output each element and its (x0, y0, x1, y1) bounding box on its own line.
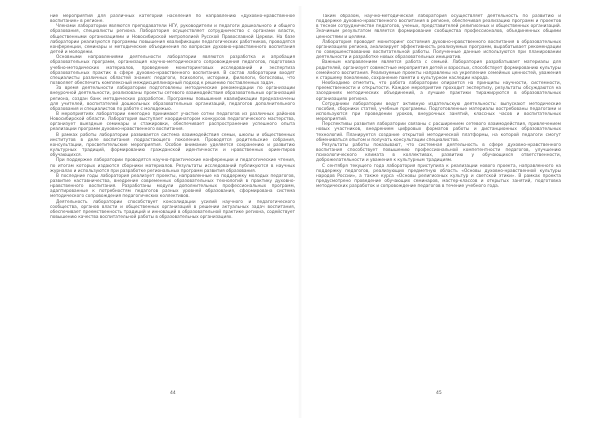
paragraph: С сентября текущего года лаборатория приступила к реализации нового проекта, направленного на поддержку педагогов, реализующих предметную область «Основы духовно-нравственной культуры народов России», а также курса «Основы религиозных культур и светской этики». В рамках проекта предусмотрено проведение обучающих семинаров, мастер-классов и открытых занятий, подготовка методических разработок и сопровождение педагогов в течение учебного года. (316, 163, 561, 190)
paragraph: Членами лаборатории являются преподаватели НГУ, руководители и педагоги дошкольного и общего образования, специалисты региона. Лаборатория осуществляет сотрудничество с органами власти, общественными организациями и Новосибирской митрополией Русской Православной Церкви. На базе лаборатории реализуются программы повышения квалификации педагогических работников, проводятся конференции, семинары и методические объединения по вопросам духовно-нравственного воспитания детей и молодежи. (50, 24, 295, 56)
paragraph: Важным направлением является работа с семьей. Лаборатория разрабатывает материалы для родителей, организует совместные мероприятия детей и взрослых, способствует формированию культуры семейного воспитания. Реализуемые проекты направлены на укрепление семейных ценностей, уважения к старшему поколению, сохранение памяти о культурном наследии народа. (316, 60, 561, 81)
left-page (50, 14, 295, 406)
paragraph: Необходимо отметить, что работа лаборатории опирается на принципы научности, системности, преемственности и открытости. Каждое мероприятие проходит экспертизу, результаты обсуждаются на заседаниях методических объединений, а лучшие практики тиражируются в образовательных организациях региона. (316, 81, 561, 102)
page-number-left: 44 (170, 391, 176, 396)
paragraph: Сотрудники лаборатории ведут активную издательскую деятельность: выпускают методические пособия, сборники статей, учебные программы. Подготовленные материалы востребованы педагогами и используются при проведении уроков, внеурочных занятий, классных часов и воспитательных мероприятий. (316, 101, 561, 123)
paragraph: В последние годы лаборатория реализует проекты, направленные на поддержку молодых педагогов, развитие наставничества, внедрение современных образовательных технологий в практику духовно-нравственного воспитания. Разработаны модули дополнительных профессиональных программ, адаптированные к потребностям педагогов разных уровней образования, сформирована система методического сопровождения педагогических коллективов. (50, 173, 295, 200)
paragraph: При поддержке лаборатории проводятся научно-практические конференции и педагогические чтения, по итогам которых издаются сборники материалов. Результаты исследований публикуются в научных журналах и используются при разработке региональных программ развития образования. (50, 158, 295, 174)
page-gutter (298, 6, 302, 418)
paragraph: Основными направлениями деятельности лаборатории являются разработка и апробация образовательных программ, организация научно-методического сопровождения педагогов, подготовка учебно-методических материалов, проведение мониторинговых исследований и экспертиза образовательных практик в сфере духовно-нравственного воспитания. В состав лаборатории входят специалисты различных областей знания: педагоги, психологи, историки, филологи, богословы, что позволяет обеспечить комплексный междисциплинарный подход к решению поставленных задач. (50, 55, 295, 87)
paragraph: Деятельность лаборатории способствует консолидации усилий научного и педагогического сообщества, органов власти и общественных организаций в решении актуальных задач воспитания, обеспечивает преемственность традиций и инноваций в образовательной практике региона, содействует повышению качества воспитательной работы в образовательных организациях. (50, 199, 295, 221)
paragraph: Перспективы развития лаборатории связаны с расширением сетевого взаимодействия, привлечением новых участников, внедрением цифровых форматов работы и дистанционных образовательных технологий. Планируется создание открытой методической платформы, на которой педагоги смогут обмениваться опытом и получать консультации специалистов. (316, 122, 561, 143)
paragraph: Лаборатория проводит мониторинг состояния духовно-нравственного воспитания в образовательных организациях региона, анализирует эффективность реализуемых программ, вырабатывает рекомендации по совершенствованию воспитательной работы. Полученные данные используются при планировании деятельности и разработке новых образовательных инициатив. (316, 39, 561, 61)
paragraph: В мероприятиях лаборатории ежегодно принимают участие сотни педагогов из различных районов Новосибирской области. Лаборатория выступает координатором конкурсов педагогического мастерства, организует выездные семинары и стажировки, обеспечивает распространение успешного опыта реализации программ духовно-нравственного воспитания. (50, 111, 295, 133)
page-number-right: 45 (436, 391, 442, 396)
paragraph: Результаты работы показывают, что системная деятельность в сфере духовно-нравственного воспитания способствует повышению профессиональной компетентности педагогов, улучшению психологического климата в коллективах, развитию у обучающихся ответственности, доброжелательности и уважения к культурным традициям. (316, 142, 561, 164)
right-page (316, 14, 561, 406)
paragraph: В рамках работы лаборатории развивается система взаимодействия семьи, школы и общественных институтов в деле воспитания подрастающего поколения. Проводятся родительские собрания, консультации, просветительские мероприятия. Особое внимание уделяется сохранению и развитию культурных традиций, формированию гражданской идентичности и нравственных ориентиров обучающихся. (50, 132, 295, 159)
paragraph: За время деятельности лаборатории подготовлены методические рекомендации по организации внеурочной деятельности, реализованы проекты сетевого взаимодействия образовательных организаций региона, создан банк методических разработок. Программы повышения квалификации предназначены для учителей, воспитателей дошкольных образовательных организаций, педагогов дополнительного образования и специалистов по работе с молодежью. (50, 86, 295, 112)
paragraph: ние мероприятий для различных категорий населения по направлению «Духовно-нравственное воспитание» в регионе. (50, 14, 295, 25)
paragraph: Таким образом, научно-методическая лаборатория осуществляет деятельность по развитию и поддержке духовно-нравственного воспитания в регионе, обеспечивая реализацию программ и проектов в тесном сотрудничестве педагогов, ученых, представителей религиозных и общественных организаций. Значимым результатом является формирование сообщества профессионалов, объединенных общими ценностями и целями. (316, 14, 561, 40)
